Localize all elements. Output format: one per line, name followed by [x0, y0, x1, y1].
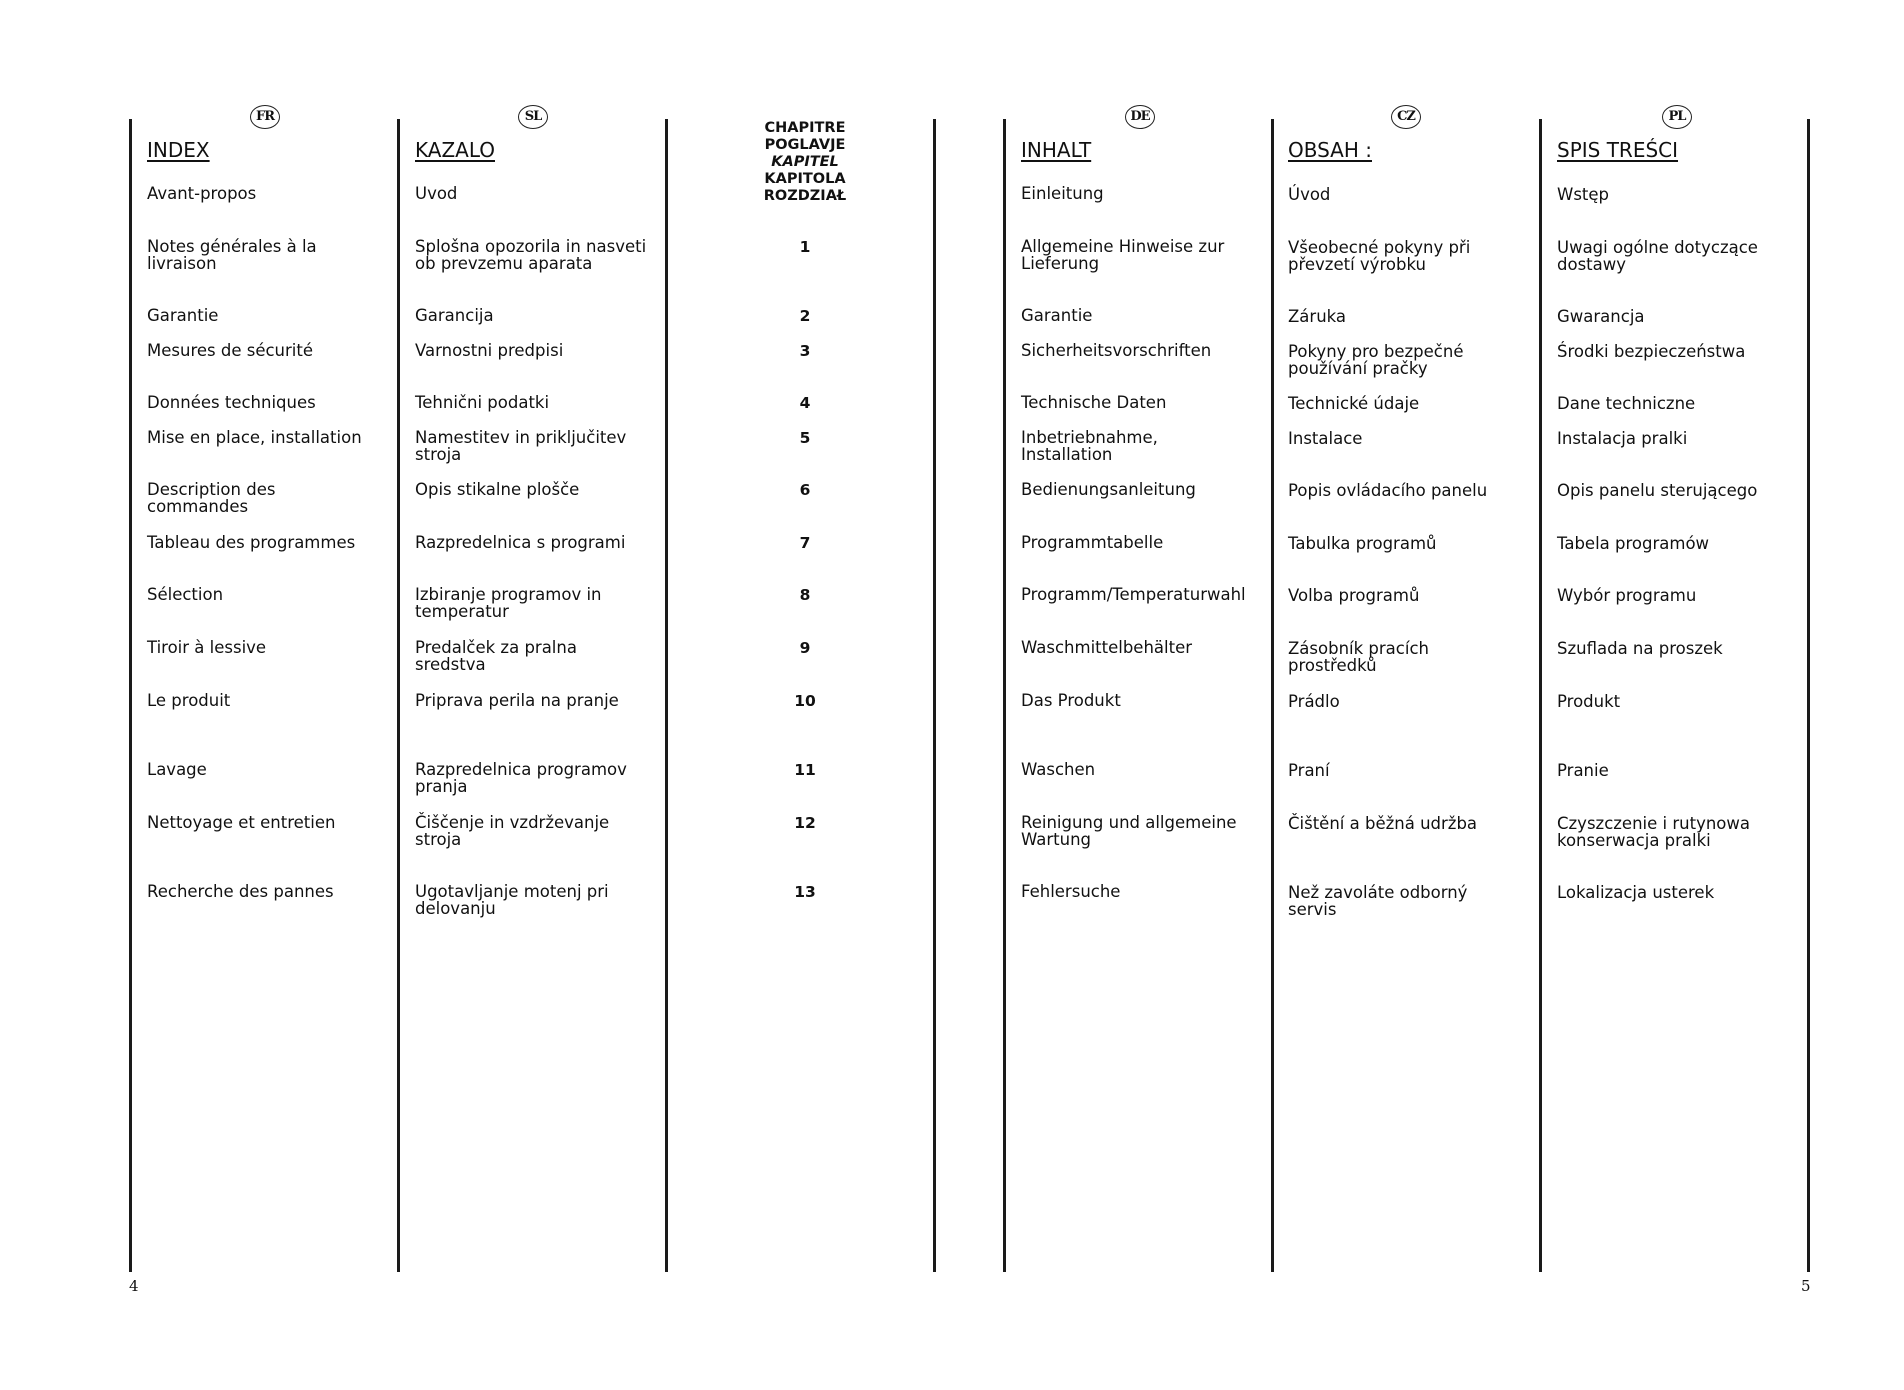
toc-entry: Varnostni predpisi — [415, 341, 564, 360]
chapter-number: 3 — [799, 342, 811, 360]
toc-entry: Opis panelu sterującego — [1557, 481, 1758, 500]
toc-entry: Sicherheitsvorschriften — [1021, 341, 1212, 360]
toc-entry: Úvod — [1288, 185, 1331, 204]
toc-entry: Sélection — [147, 585, 224, 604]
toc-entry: Volba programů — [1288, 586, 1420, 605]
language-badge-pl: PL — [1662, 105, 1692, 129]
chapter-header — [720, 120, 890, 205]
toc-entry: Tabela programów — [1557, 534, 1710, 553]
toc-entry: Gwarancja — [1557, 307, 1645, 326]
toc-entry: Čištění a běžná udržba — [1288, 814, 1478, 833]
toc-entry: Nettoyage et entretien — [147, 813, 336, 832]
toc-entry: Tiroir à lessive — [147, 638, 267, 657]
chapter-header-cz: KAPITOLA — [764, 171, 846, 187]
toc-entry: Mise en place, installation — [147, 428, 362, 447]
toc-entry: Technische Daten — [1021, 393, 1167, 412]
toc-entry: Waschmittelbehälter — [1021, 638, 1193, 657]
page-number-left: 4 — [129, 1277, 139, 1295]
column-title-pl: SPIS TREŚCI — [1557, 138, 1679, 162]
toc-entry: Garantie — [1021, 306, 1093, 325]
column-rule — [397, 119, 400, 1272]
toc-entry: Predalček za pralna sredstva — [415, 638, 577, 674]
chapter-number: 8 — [799, 586, 811, 604]
toc-entry: Popis ovládacího panelu — [1288, 481, 1488, 500]
toc-entry: Razpredelnica programov pranja — [415, 760, 627, 796]
toc-entry: Reinigung und allgemeine Wartung — [1021, 813, 1237, 849]
toc-entry: Čiščenje in vzdrževanje stroja — [415, 813, 610, 849]
toc-entry: Produkt — [1557, 692, 1621, 711]
toc-entry: Einleitung — [1021, 184, 1104, 203]
toc-entry: Tehnični podatki — [415, 393, 550, 412]
toc-entry: Mesures de sécurité — [147, 341, 313, 360]
toc-entry: Garantie — [147, 306, 219, 325]
chapter-number: 12 — [794, 814, 816, 832]
toc-entry: Pokyny pro bezpečné používání pračky — [1288, 342, 1464, 378]
toc-entry: Czyszczenie i rutynowa konserwacja pralki — [1557, 814, 1750, 850]
toc-entry: Avant-propos — [147, 184, 257, 203]
chapter-header-sl: POGLAVJE — [764, 137, 846, 153]
toc-entry: Splošna opozorila in nasveti ob prevzemu aparata — [415, 237, 647, 273]
chapter-header-fr: CHAPITRE — [764, 120, 846, 136]
toc-entry: Wstęp — [1557, 185, 1610, 204]
toc-entry: Instalacja pralki — [1557, 429, 1688, 448]
toc-entry: Pranie — [1557, 761, 1609, 780]
column-title-de: INHALT — [1021, 138, 1092, 162]
toc-entry: Uwagi ogólne dotyczące dostawy — [1557, 238, 1758, 274]
toc-entry: Tabulka programů — [1288, 534, 1437, 553]
toc-entry: Inbetriebnahme, Installation — [1021, 428, 1158, 464]
toc-entry: Dane techniczne — [1557, 394, 1696, 413]
chapter-number: 2 — [799, 307, 811, 325]
chapter-number: 10 — [794, 692, 816, 710]
toc-entry: Razpredelnica s programi — [415, 533, 626, 552]
toc-entry: Priprava perila na pranje — [415, 691, 619, 710]
toc-entry: Technické údaje — [1288, 394, 1420, 413]
toc-entry: Lavage — [147, 760, 207, 779]
toc-entry: Description des commandes — [147, 480, 276, 516]
toc-entry: Fehlersuche — [1021, 882, 1121, 901]
toc-entry: Prádlo — [1288, 692, 1340, 711]
chapter-number: 4 — [799, 394, 811, 412]
toc-entry: Notes générales à la livraison — [147, 237, 317, 273]
toc-entry: Programmtabelle — [1021, 533, 1164, 552]
language-badge-cz: CZ — [1391, 105, 1421, 129]
toc-entry: Ugotavljanje motenj pri delovanju — [415, 882, 609, 918]
toc-entry: Tableau des programmes — [147, 533, 356, 552]
column-title-cz: OBSAH : — [1288, 138, 1372, 162]
toc-entry: Bedienungsanleitung — [1021, 480, 1196, 499]
column-rule — [1539, 119, 1542, 1272]
column-title-sl: KAZALO — [415, 138, 495, 162]
chapter-header-de: KAPITEL — [771, 154, 839, 170]
toc-entry: Recherche des pannes — [147, 882, 334, 901]
chapter-number: 5 — [799, 429, 811, 447]
toc-entry: Programm/Temperaturwahl — [1021, 585, 1246, 604]
chapter-number: 6 — [799, 481, 811, 499]
chapter-number: 7 — [799, 534, 811, 552]
chapter-number: 13 — [794, 883, 816, 901]
toc-entry: Než zavoláte odborný servis — [1288, 883, 1468, 919]
toc-entry: Lokalizacja usterek — [1557, 883, 1715, 902]
toc-entry: Opis stikalne plošče — [415, 480, 580, 499]
toc-entry: Waschen — [1021, 760, 1096, 779]
column-rule — [665, 119, 668, 1272]
language-badge-de: DE — [1125, 105, 1155, 129]
toc-entry: Namestitev in priključitev stroja — [415, 428, 627, 464]
toc-entry: Uvod — [415, 184, 458, 203]
column-title-fr: INDEX — [147, 138, 210, 162]
toc-entry: Zásobník pracích prostředků — [1288, 639, 1429, 675]
toc-entry: Praní — [1288, 761, 1330, 780]
toc-entry: Allgemeine Hinweise zur Lieferung — [1021, 237, 1225, 273]
language-badge-sl: SL — [518, 105, 548, 129]
toc-entry: Données techniques — [147, 393, 316, 412]
chapter-number: 1 — [799, 238, 811, 256]
chapter-number: 9 — [799, 639, 811, 657]
column-rule — [933, 119, 936, 1272]
language-badge-fr: FR — [250, 105, 280, 129]
toc-entry: Izbiranje programov in temperatur — [415, 585, 602, 621]
column-rule — [1003, 119, 1006, 1272]
column-rule — [129, 119, 132, 1272]
toc-entry: Instalace — [1288, 429, 1363, 448]
chapter-header-pl: ROZDZIAŁ — [763, 188, 847, 204]
toc-entry: Všeobecné pokyny při převzetí výrobku — [1288, 238, 1471, 274]
column-rule — [1271, 119, 1274, 1272]
toc-entry: Środki bezpieczeństwa — [1557, 342, 1746, 361]
toc-entry: Garancija — [415, 306, 494, 325]
chapter-number: 11 — [794, 761, 816, 779]
column-rule — [1807, 119, 1810, 1272]
toc-entry: Das Produkt — [1021, 691, 1121, 710]
page-number-right: 5 — [1801, 1277, 1811, 1295]
toc-entry: Le produit — [147, 691, 231, 710]
toc-entry: Záruka — [1288, 307, 1347, 326]
toc-entry: Szuflada na proszek — [1557, 639, 1723, 658]
toc-entry: Wybór programu — [1557, 586, 1697, 605]
